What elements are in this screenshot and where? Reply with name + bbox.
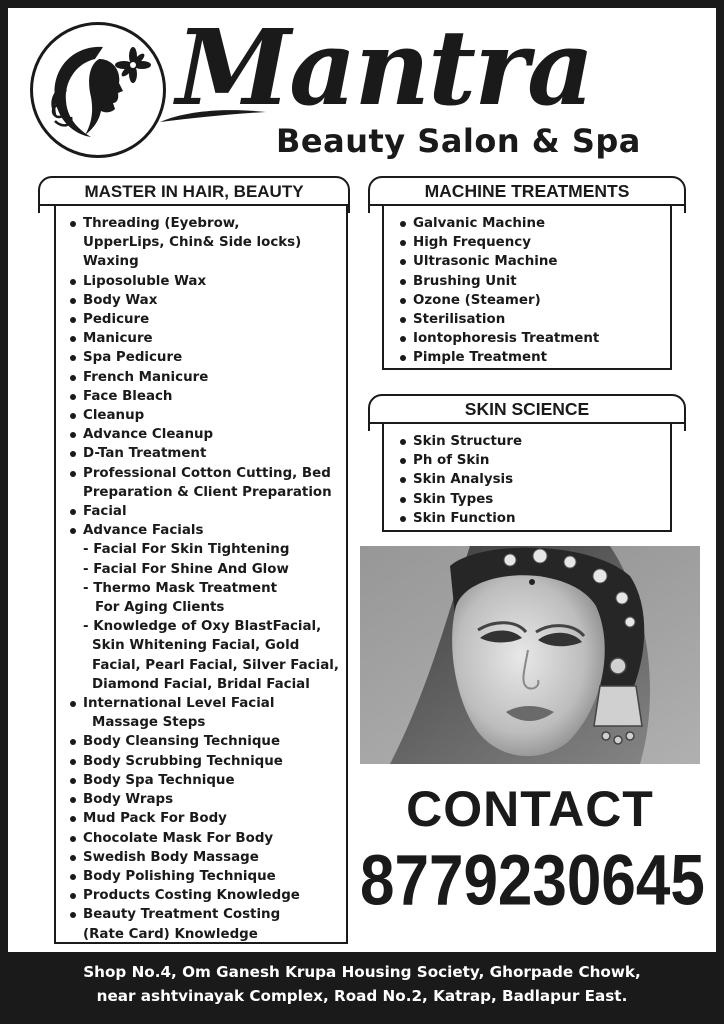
hair-beauty-item: Chocolate Mask For Body bbox=[68, 829, 339, 848]
hair-beauty-item: Waxing bbox=[83, 254, 139, 270]
phone-number[interactable]: 8779230645 bbox=[360, 841, 705, 921]
hair-beauty-item: Beauty Treatment Costing bbox=[68, 905, 339, 924]
hair-beauty-item: Body Polishing Technique bbox=[68, 867, 339, 886]
skin-science-item: Skin Function bbox=[398, 509, 522, 528]
hair-beauty-item: D-Tan Treatment bbox=[68, 444, 339, 463]
hair-beauty-item: Facial bbox=[68, 502, 339, 521]
hair-beauty-item: Manicure bbox=[68, 329, 339, 348]
hair-beauty-item: Body Spa Technique bbox=[68, 771, 339, 790]
hair-beauty-item: Diamond Facial, Bridal Facial bbox=[92, 676, 310, 692]
hair-beauty-item: Spa Pedicure bbox=[68, 348, 339, 367]
hair-beauty-title: MASTER IN HAIR, BEAUTY bbox=[38, 176, 350, 206]
hair-beauty-item: Professional Cotton Cutting, Bed bbox=[68, 464, 339, 483]
machine-treatments-title: MACHINE TREATMENTS bbox=[368, 176, 686, 206]
brand-subtitle: Beauty Salon & Spa bbox=[276, 122, 641, 160]
hair-beauty-item: - Facial For Skin Tightening bbox=[83, 542, 290, 558]
machine-treatment-item: Pimple Treatment bbox=[398, 348, 599, 367]
address-line-2: near ashtvinayak Complex, Road No.2, Katrap, Badlapur East. bbox=[96, 987, 628, 1005]
hair-beauty-item: Body Wraps bbox=[68, 790, 339, 809]
hair-beauty-item: - Knowledge of Oxy BlastFacial, bbox=[83, 619, 322, 635]
hair-beauty-item: Body Wax bbox=[68, 291, 339, 310]
contact-label: CONTACT bbox=[406, 781, 654, 837]
hair-beauty-box bbox=[54, 194, 348, 944]
hair-beauty-item: - Thermo Mask Treatment bbox=[83, 580, 278, 596]
hair-beauty-item: Facial, Pearl Facial, Silver Facial, bbox=[92, 657, 339, 673]
brand-swash-icon bbox=[158, 106, 268, 126]
hair-beauty-item: Body Cleansing Technique bbox=[68, 732, 339, 751]
flyer-page bbox=[8, 8, 716, 1016]
machine-treatment-item: Ozone (Steamer) bbox=[398, 291, 599, 310]
skin-science-item: Skin Analysis bbox=[398, 470, 522, 489]
machine-treatment-item: Ultrasonic Machine bbox=[398, 252, 599, 271]
skin-science-item: Skin Types bbox=[398, 490, 522, 509]
machine-treatments-list bbox=[398, 214, 599, 368]
woman-silhouette-icon bbox=[33, 25, 163, 155]
hair-beauty-item: Threading (Eyebrow, bbox=[68, 214, 339, 233]
machine-treatment-item: Sterilisation bbox=[398, 310, 599, 329]
hair-beauty-item: Face Bleach bbox=[68, 387, 339, 406]
hair-beauty-item: Advance Cleanup bbox=[68, 425, 339, 444]
hair-beauty-item: For Aging Clients bbox=[95, 600, 225, 616]
brand-name: Mantra bbox=[176, 6, 593, 129]
hair-beauty-item: Massage Steps bbox=[92, 715, 206, 731]
skin-science-title: SKIN SCIENCE bbox=[368, 394, 686, 424]
skin-science-list bbox=[398, 432, 522, 528]
hair-beauty-item: Swedish Body Massage bbox=[68, 848, 339, 867]
machine-treatment-item: Iontophoresis Treatment bbox=[398, 329, 599, 348]
hair-beauty-item: Products Costing Knowledge bbox=[68, 886, 339, 905]
skin-science-item: Skin Structure bbox=[398, 432, 522, 451]
hair-beauty-item: Body Scrubbing Technique bbox=[68, 752, 339, 771]
address-line-1: Shop No.4, Om Ganesh Krupa Housing Society, Ghorpade Chowk, bbox=[83, 963, 641, 981]
hair-beauty-list bbox=[68, 214, 339, 944]
hair-beauty-item: - Facial For Shine And Glow bbox=[83, 561, 289, 577]
machine-treatments-box bbox=[382, 196, 672, 370]
bride-portrait-icon bbox=[360, 546, 700, 764]
bridal-photo bbox=[360, 546, 700, 764]
machine-treatment-item: High Frequency bbox=[398, 233, 599, 252]
hair-beauty-item: Preparation & Client Preparation bbox=[83, 484, 332, 500]
hair-beauty-item: UpperLips, Chin& Side locks) bbox=[83, 235, 302, 251]
hair-beauty-item: Mud Pack For Body bbox=[68, 809, 339, 828]
hair-beauty-item: Pedicure bbox=[68, 310, 339, 329]
hair-beauty-item: International Level Facial bbox=[68, 694, 339, 713]
skin-science-box bbox=[382, 414, 672, 532]
hair-beauty-item: (Rate Card) Knowledge bbox=[83, 926, 258, 942]
hair-beauty-item: Skin Whitening Facial, Gold bbox=[92, 638, 300, 654]
hair-beauty-item: Liposoluble Wax bbox=[68, 272, 339, 291]
skin-science-item: Ph of Skin bbox=[398, 451, 522, 470]
hair-beauty-item: Advance Facials bbox=[68, 521, 339, 540]
hair-beauty-item: French Manicure bbox=[68, 368, 339, 387]
logo-emblem bbox=[30, 22, 166, 158]
machine-treatment-item: Galvanic Machine bbox=[398, 214, 599, 233]
address-footer bbox=[8, 952, 716, 1016]
hair-beauty-item: Cleanup bbox=[68, 406, 339, 425]
machine-treatment-item: Brushing Unit bbox=[398, 272, 599, 291]
